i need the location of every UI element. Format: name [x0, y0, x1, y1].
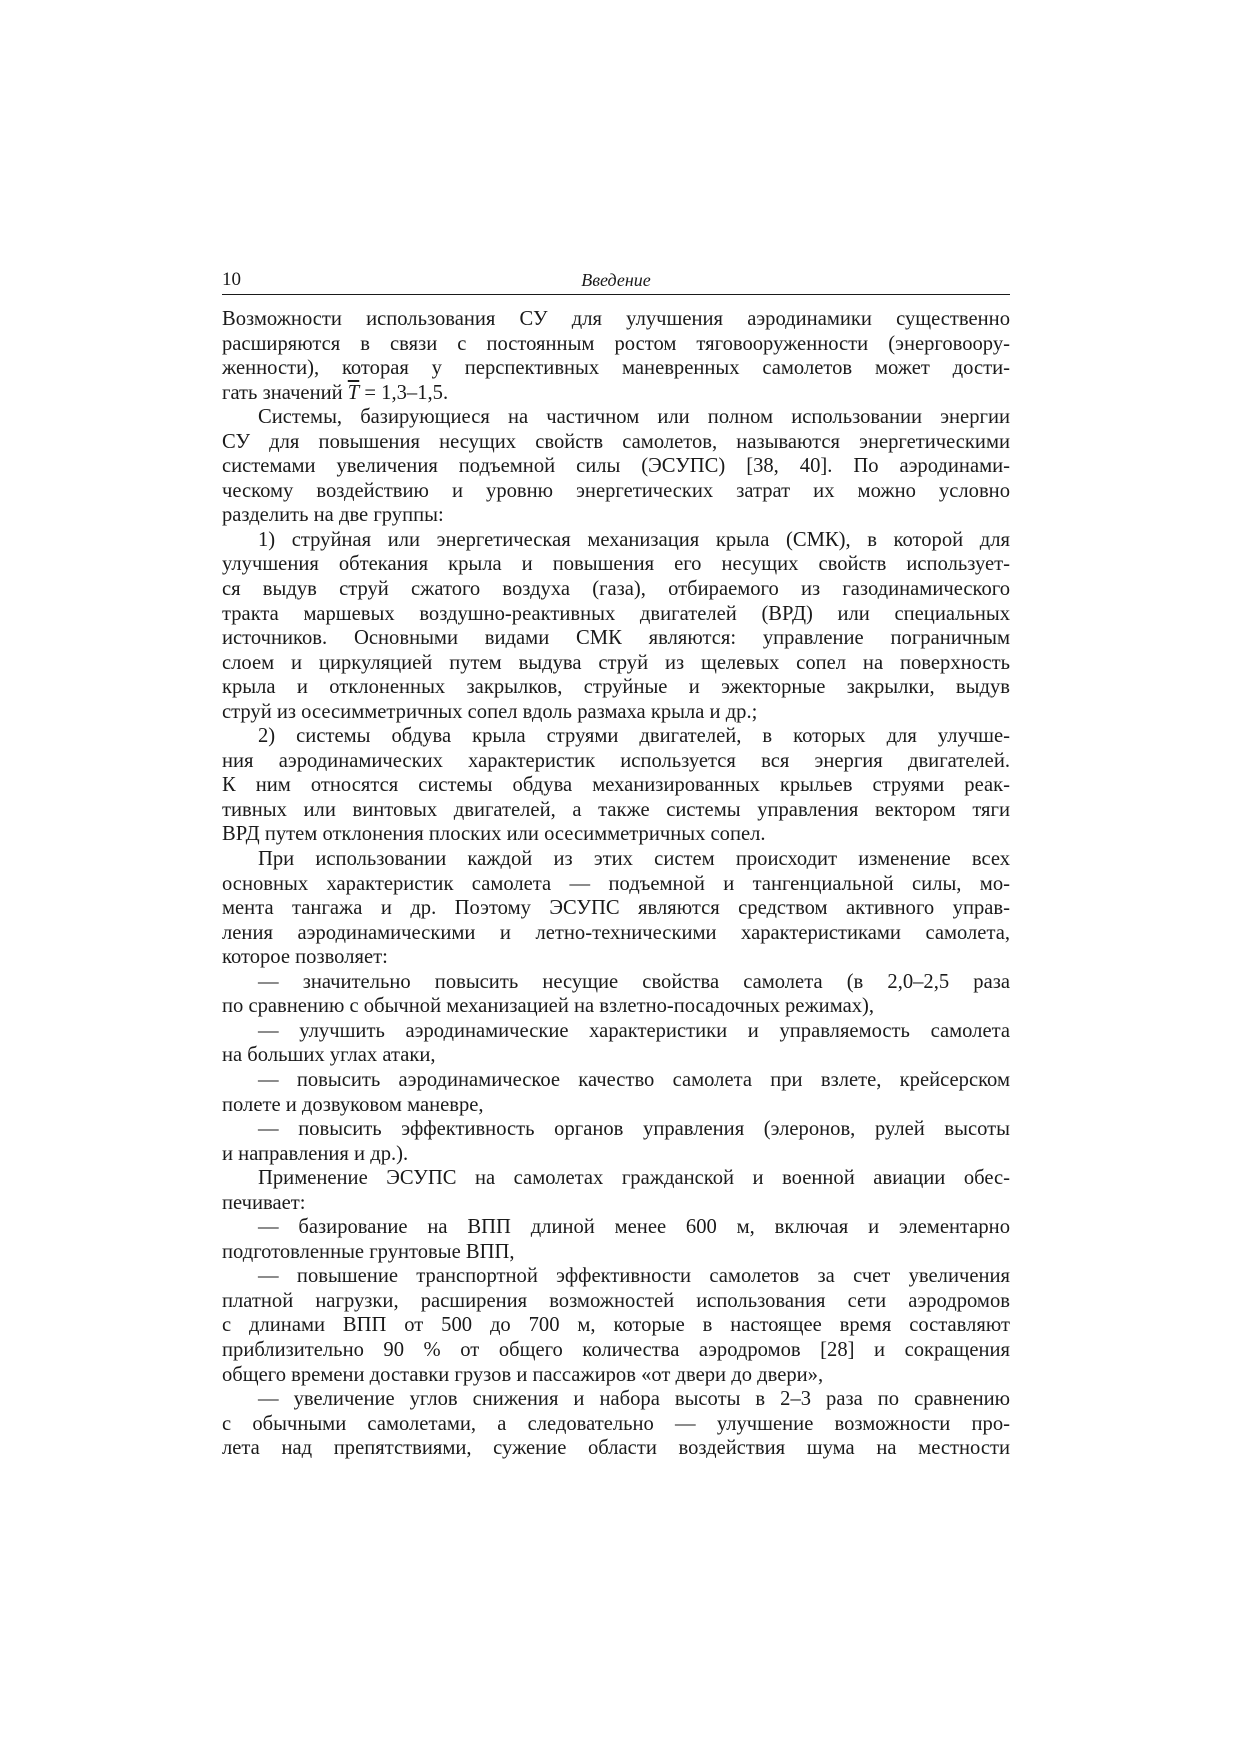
text-line: с обычными самолетами, а следовательно — улучшение возможности про- — [222, 1412, 1010, 1435]
text-line: ния аэродинамических характеристик используется вся энергия двигателей. — [222, 749, 1010, 772]
text-line: системами увеличения подъемной силы (ЭСУПС) [38, 40]. По аэродинами- — [222, 455, 1010, 478]
thrust-ratio-symbol: $\overline{T}$ — [347, 381, 360, 404]
text-line: расширяются в связи с постоянным ростом тяговооруженности (энерговоору- — [222, 332, 1010, 355]
page-header — [222, 268, 1010, 295]
text-line: лета над препятствиями, сужение области воздействия шума на местности — [222, 1437, 1010, 1460]
text-line: — увеличение углов снижения и набора высоты в 2–3 раза по сравнению — [258, 1388, 1010, 1411]
text-line: — повысить аэродинамическое качество самолета при взлете, крейсерском — [258, 1068, 1010, 1091]
text-line: — повышение транспортной эффективности самолетов за счет увеличения — [258, 1265, 1010, 1288]
text-line: СУ для повышения несущих свойств самолетов, называются энергетическими — [222, 430, 1010, 453]
text-line: струй из осесимметричных сопел вдоль размаха крыла и др.; — [222, 700, 758, 723]
text-line: основных характеристик самолета — подъемной и тангенциальной силы, мо- — [222, 872, 1010, 895]
text-line: которое позволяет: — [222, 946, 388, 969]
text-line: тракта маршевых воздушно-реактивных двигателей (ВРД) или специальных — [222, 602, 1010, 625]
text-line: улучшения обтекания крыла и повышения его несущих свойств использует- — [222, 553, 1010, 576]
text-line: 2) системы обдува крыла струями двигателей, в которых для улучше- — [258, 725, 1010, 748]
text-line: с длинами ВПП от 500 до 700 м, которые в настоящее время составляют — [222, 1314, 1010, 1337]
text-line: Системы, базирующиеся на частичном или полном использовании энергии — [258, 406, 1010, 429]
text-line: ВРД путем отклонения плоских или осесимметричных сопел. — [222, 823, 766, 846]
text-line: крыла и отклоненных закрылков, струйные и эжекторные закрылки, выдув — [222, 676, 1010, 699]
thrust-ratio-value: = 1,3–1,5. — [359, 381, 449, 404]
text-line: тивных или винтовых двигателей, а также системы управления вектором тяги — [222, 798, 1010, 821]
text-line: Применение ЭСУПС на самолетах гражданской и военной авиации обес- — [258, 1167, 1010, 1190]
page-number: 10 — [222, 269, 241, 290]
running-title: Введение — [581, 270, 651, 290]
text-line: — значительно повысить несущие свойства самолета (в 2,0–2,5 раза — [258, 970, 1010, 993]
text-line: платной нагрузки, расширения возможностей использования сети аэродромов — [222, 1289, 1010, 1312]
text-line: и направления и др.). — [222, 1142, 409, 1165]
text-line: 1) струйная или энергетическая механизация крыла (СМК), в которой для — [258, 528, 1010, 551]
text-line: ся выдув струй сжатого воздуха (газа), отбираемого из газодинамического — [222, 578, 1010, 601]
text-line: Возможности использования СУ для улучшения аэродинамики существенно — [222, 308, 1010, 330]
text-line: — базирование на ВПП длиной менее 600 м, включая и элементарно — [258, 1216, 1010, 1239]
text-line: подготовленные грунтовые ВПП, — [222, 1240, 515, 1263]
text-line: женности), которая у перспективных маневренных самолетов может дости- — [222, 357, 1010, 380]
text-line: по сравнению с обычной механизацией на взлетно-посадочных режимах), — [222, 995, 875, 1018]
text-line: полете и дозвуковом маневре, — [222, 1093, 484, 1116]
text-line: мента тангажа и др. Поэтому ЭСУПС являются средством активного управ- — [222, 897, 1010, 920]
text-line: источников. Основными видами СМК являются: управление пограничным — [222, 627, 1010, 650]
text-line: разделить на две группы: — [222, 504, 444, 527]
text-line: — улучшить аэродинамические характеристики и управляемость самолета — [258, 1019, 1010, 1042]
text-line: печивает: — [222, 1191, 306, 1214]
text-line: слоем и циркуляцией путем выдува струй из щелевых сопел на поверхность — [222, 651, 1010, 674]
text-line-start: гать значений — [222, 381, 348, 404]
text-line: ческому воздействию и уровню энергетических затрат их можно условно — [222, 479, 1010, 502]
text-line: — повысить эффективность органов управления (элеронов, рулей высоты — [258, 1118, 1010, 1141]
text-line: на больших углах атаки, — [222, 1044, 436, 1067]
text-line: При использовании каждой из этих систем происходит изменение всех — [258, 848, 1010, 871]
text-line: приблизительно 90 % от общего количества аэродромов [28] и сокращения — [222, 1338, 1010, 1361]
body-text — [222, 307, 1010, 1461]
text-line: ления аэродинамическими и летно-техническими характеристиками самолета, — [222, 921, 1010, 944]
text-line: К ним относятся системы обдува механизированных крыльев струями реак- — [222, 774, 1010, 797]
text-line — [222, 381, 1010, 406]
text-line: общего времени доставки грузов и пассажиров «от двери до двери», — [222, 1363, 824, 1386]
